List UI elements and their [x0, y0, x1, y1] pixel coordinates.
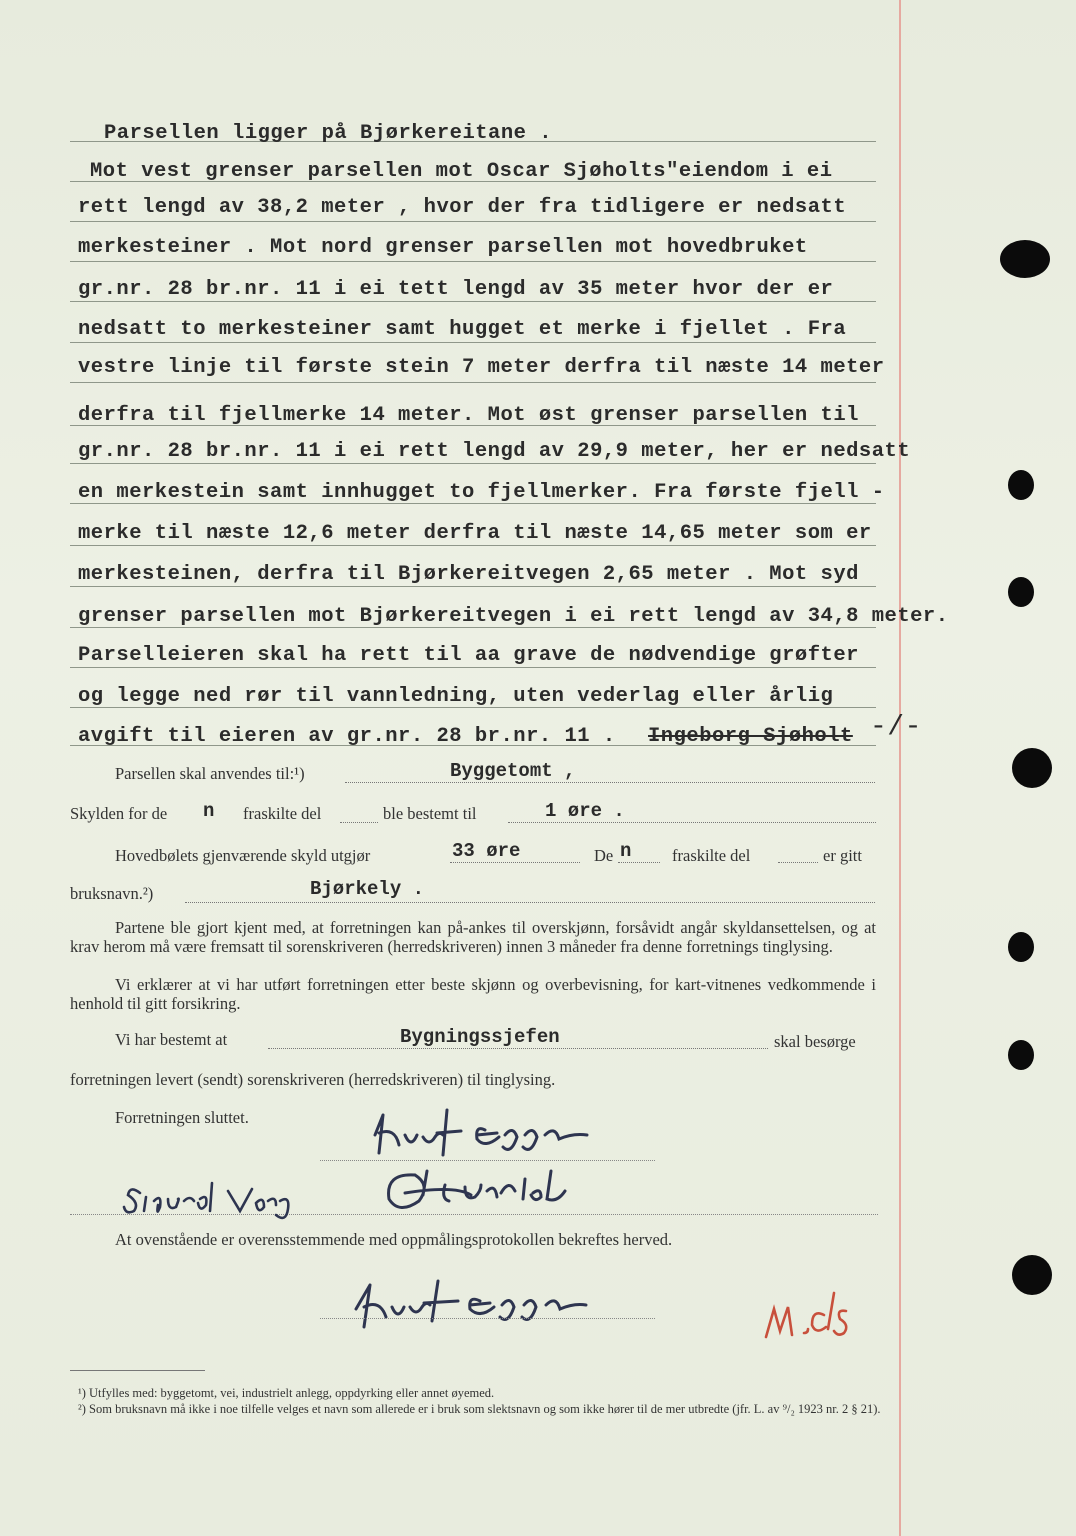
usage-dots	[345, 782, 875, 783]
name-dots	[185, 902, 875, 903]
usage-value: Byggetomt ,	[450, 760, 576, 782]
usage-label: Parsellen skal anvendes til:¹)	[115, 764, 305, 783]
ruled-line	[70, 545, 876, 546]
ruled-line	[70, 221, 876, 222]
name-label: bruksnavn.²)	[70, 884, 154, 903]
struck-mark: -/-	[870, 712, 922, 743]
ruled-line	[70, 342, 876, 343]
remain-dots-2	[778, 862, 818, 863]
red-initials	[760, 1285, 880, 1345]
ruled-line	[70, 301, 876, 302]
signature-second	[375, 1165, 590, 1220]
tax-value: 1 øre .	[545, 800, 625, 822]
margin-rule	[899, 0, 901, 1536]
tax-n: n	[203, 800, 215, 822]
deliver-label-c: forretningen levert (sendt) sorenskriveren (herredskriveren) til tinglysing.	[70, 1070, 556, 1089]
punch-hole	[1008, 577, 1034, 607]
deliver-label-a: Vi har bestemt at	[115, 1030, 228, 1049]
tax-label-a: Skylden for de	[70, 804, 168, 823]
tax-label-c: ble bestemt til	[383, 804, 477, 823]
remain-de: De	[594, 846, 614, 865]
signature-line	[320, 1318, 655, 1319]
ruled-line	[70, 382, 876, 383]
punch-hole	[1000, 240, 1050, 278]
remain-label: Hovedbølets gjenværende skyld utgjør	[115, 846, 371, 865]
footnote-2: ²) Som bruksnavn må ikke i noe tilfelle velges et navn som allerede er i bruk som slektsnavn og som ikke hører til de mer utbredte (jfr. L. av ⁹/₂ 1923 nr. 2 § 21).	[78, 1402, 881, 1416]
typed-line: Parselleieren skal ha rett til aa grave de nødvendige grøfter	[78, 644, 859, 667]
deliver-value: Bygningssjefen	[400, 1026, 560, 1048]
name-value: Bjørkely .	[310, 878, 425, 900]
punch-hole	[1008, 470, 1034, 500]
footnote-separator	[70, 1370, 205, 1371]
confirm-text: At ovenstående er overensstemmende med oppmålingsprotokollen bekreftes herved.	[115, 1230, 673, 1249]
remain-n-dots	[618, 862, 660, 863]
tax-value-dots	[508, 822, 876, 823]
remain-dots	[450, 862, 580, 863]
typed-line: vestre linje til første stein 7 meter derfra til næste 14 meter	[78, 356, 885, 379]
typed-line: merkesteiner . Mot nord grenser parsellen mot hovedbruket	[78, 236, 808, 259]
typed-line: Mot vest grenser parsellen mot Oscar Sjøholts"eiendom i ei	[90, 160, 833, 183]
remain-label-b: fraskilte del	[672, 846, 751, 865]
typed-line: merkesteinen, derfra til Bjørkereitvegen 2,65 meter . Mot syd	[78, 563, 859, 586]
signature-knut-egge-2	[340, 1275, 630, 1335]
typed-line: gr.nr. 28 br.nr. 11 i ei rett lengd av 29,9 meter, her er nedsatt	[78, 440, 911, 463]
tax-label-b: fraskilte del	[243, 804, 322, 823]
remain-label-c: er gitt	[823, 846, 862, 865]
closed-label: Forretningen sluttet.	[115, 1108, 249, 1127]
tax-dots	[340, 822, 378, 823]
declaration-paragraph: Vi erklærer at vi har utført forretningen etter beste skjønn og overbevisning, for kart-vitnenes vedkommende i henhold til gitt forsikring.	[70, 975, 876, 1013]
typed-line: og legge ned rør til vannledning, uten vederlag eller årlig	[78, 685, 834, 708]
typed-line: en merkestein samt innhugget to fjellmerker. Fra første fjell -	[78, 481, 885, 504]
ruled-line	[70, 463, 876, 464]
ruled-line	[70, 586, 876, 587]
typed-line: grenser parsellen mot Bjørkereitvegen i ei rett lengd av 34,8 meter.	[78, 605, 949, 628]
typed-line: gr.nr. 28 br.nr. 11 i ei tett lengd av 35 meter hvor der er	[78, 278, 834, 301]
punch-hole	[1012, 748, 1052, 788]
punch-hole	[1008, 1040, 1034, 1070]
typed-line: avgift til eieren av gr.nr. 28 br.nr. 11 .	[78, 725, 616, 748]
signature-sigurd-vang	[120, 1175, 330, 1225]
punch-hole	[1008, 932, 1034, 962]
struck-name: Ingeborg Sjøholt	[648, 725, 853, 748]
ruled-line	[70, 667, 876, 668]
signature-knut-egge-1	[365, 1105, 625, 1165]
remain-n: n	[620, 840, 632, 862]
typed-line: nedsatt to merkesteiner samt hugget et merke i fjellet . Fra	[78, 318, 847, 341]
deliver-dots	[268, 1048, 768, 1049]
remain-value: 33 øre	[452, 840, 521, 862]
footnote-1: ¹) Utfylles med: byggetomt, vei, industrielt anlegg, oppdyrking eller annet øyemed.	[78, 1386, 495, 1400]
typed-line: derfra til fjellmerke 14 meter. Mot øst grenser parsellen til	[78, 404, 859, 427]
typed-line: merke til næste 12,6 meter derfra til næste 14,65 meter som er	[78, 522, 872, 545]
appeal-paragraph: Partene ble gjort kjent med, at forretningen kan på-ankes til overskjønn, forsåvidt angår skyldansettelsen, og at krav herom må være fremsatt til sorenskriveren (herredskriveren) innen 3 måneder fra denne forretnings tinglysing.	[70, 918, 876, 956]
ruled-line	[70, 261, 876, 262]
typed-line: rett lengd av 38,2 meter , hvor der fra tidligere er nedsatt	[78, 196, 847, 219]
typed-line: Parsellen ligger på Bjørkereitane .	[104, 122, 553, 145]
punch-hole	[1012, 1255, 1052, 1295]
deliver-label-b: skal besørge	[774, 1032, 856, 1051]
